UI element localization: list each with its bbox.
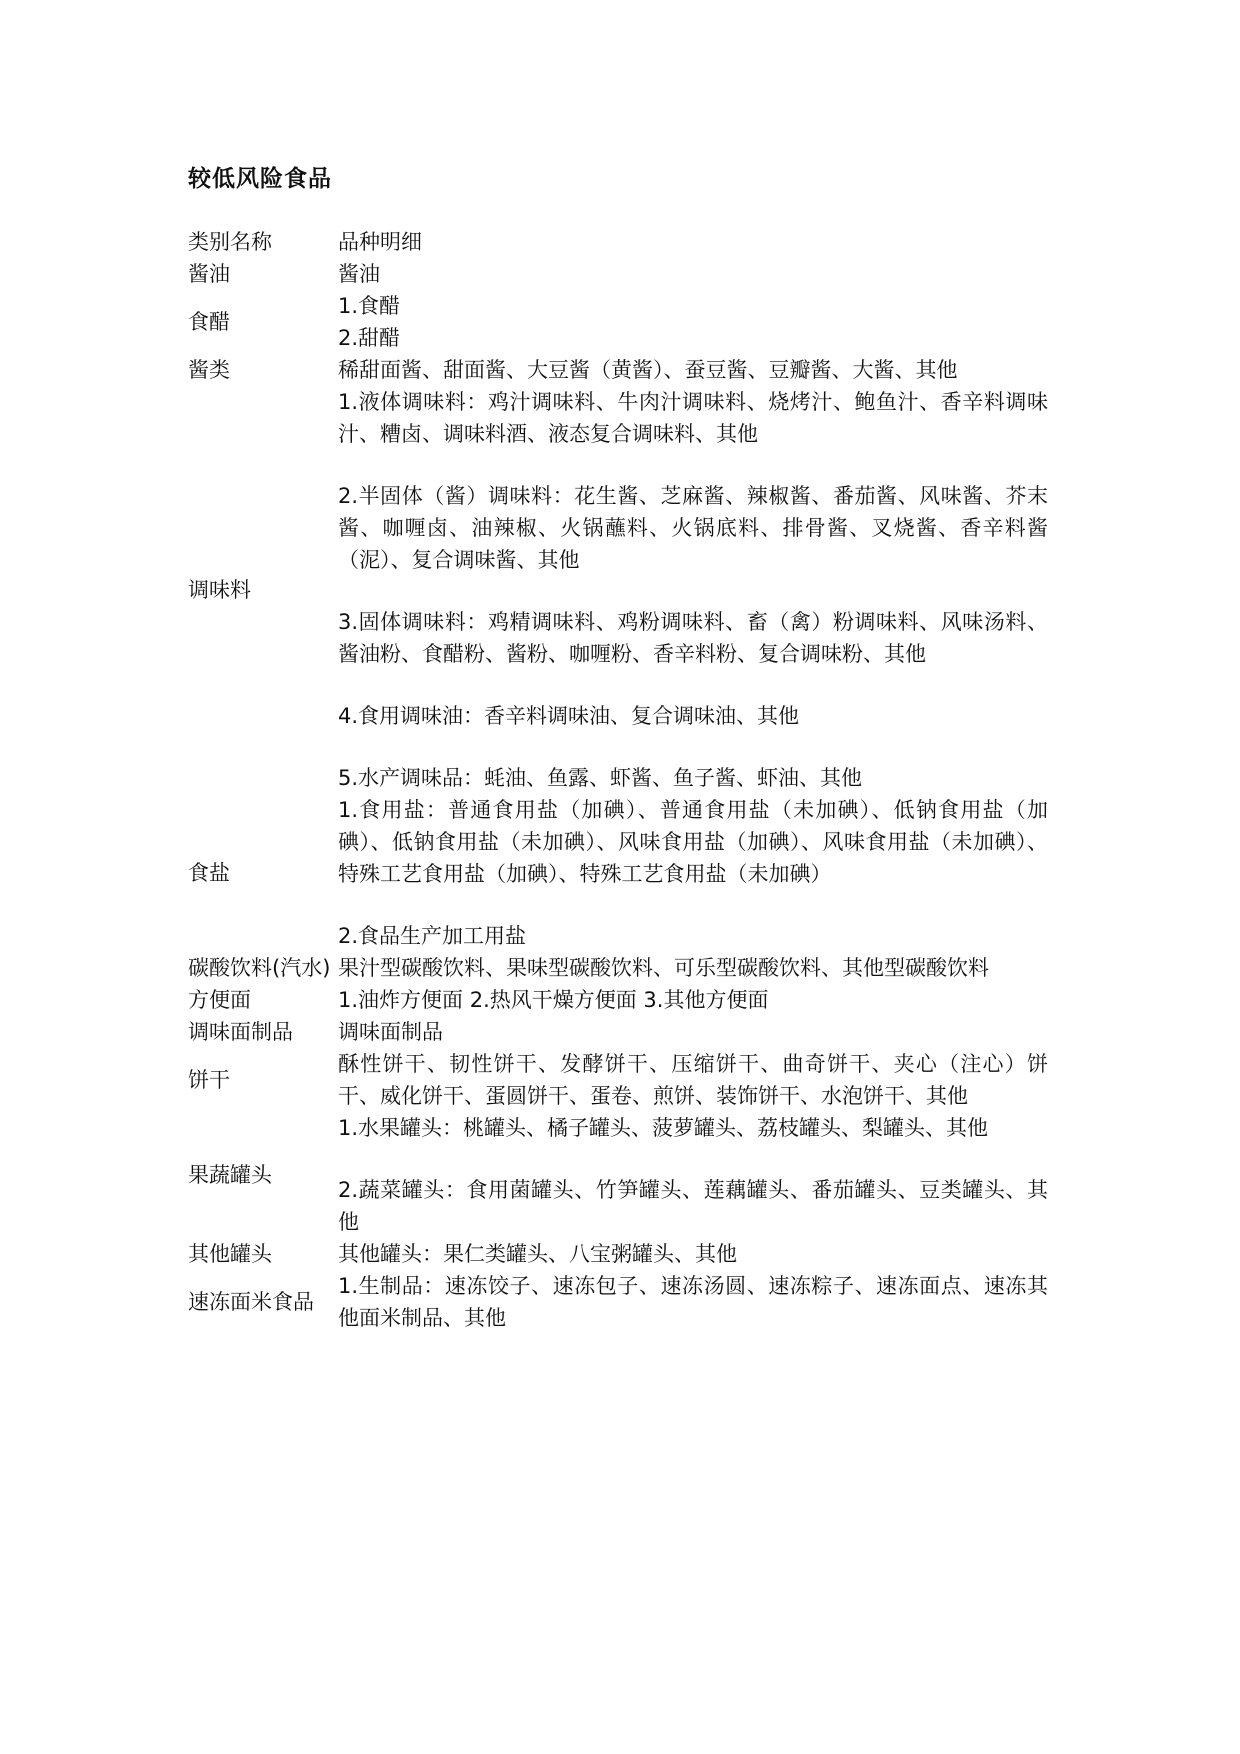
detail-item: 调味面制品 <box>338 1020 443 1044</box>
category-name: 其他罐头 <box>188 1242 272 1266</box>
detail-item: 2.甜醋 <box>338 326 401 350</box>
table-row <box>188 386 1048 794</box>
detail-item: 1.食醋 <box>338 294 401 318</box>
table-row <box>188 1238 1048 1270</box>
table-row <box>188 794 1048 952</box>
table-body <box>188 226 1048 1334</box>
detail-item: 2.蔬菜罐头：食用菌罐头、竹笋罐头、莲藕罐头、番茄罐头、豆类罐头、其他 <box>338 1178 1048 1234</box>
detail-item: 4.食用调味油：香辛料调味油、复合调味油、其他 <box>338 704 800 728</box>
detail-item: 果汁型碳酸饮料、果味型碳酸饮料、可乐型碳酸饮料、其他型碳酸饮料 <box>338 956 989 980</box>
detail-item: 1.水果罐头：桃罐头、橘子罐头、菠萝罐头、荔枝罐头、梨罐头、其他 <box>338 1116 989 1140</box>
category-detail <box>338 290 1048 354</box>
table-header-row <box>188 226 1048 258</box>
category-detail <box>338 258 1048 290</box>
food-category-table <box>188 226 1048 1334</box>
detail-item: 2.食品生产加工用盐 <box>338 924 527 948</box>
header-category: 类别名称 <box>188 230 272 254</box>
detail-item: 5.水产调味品：蚝油、鱼露、虾酱、鱼子酱、虾油、其他 <box>338 766 863 790</box>
category-name: 调味面制品 <box>188 1020 293 1044</box>
table-row <box>188 290 1048 354</box>
category-detail <box>338 1016 1048 1048</box>
detail-item: 1.生制品：速冻饺子、速冻包子、速冻汤圆、速冻粽子、速冻面点、速冻其他面米制品、其他 <box>338 1274 1048 1330</box>
category-detail <box>338 1270 1048 1334</box>
table-row <box>188 354 1048 386</box>
category-detail <box>338 1048 1048 1112</box>
category-name: 碳酸饮料(汽水) <box>188 956 331 980</box>
category-name: 酱类 <box>188 358 230 382</box>
table-row <box>188 1048 1048 1112</box>
table-row <box>188 952 1048 984</box>
page-title: 较低风险食品 <box>188 166 332 192</box>
category-name: 果蔬罐头 <box>188 1163 272 1187</box>
detail-item: 3.固体调味料：鸡精调味料、鸡粉调味料、畜（禽）粉调味料、风味汤料、酱油粉、食醋粉、酱粉、咖喱粉、香辛料粉、复合调味粉、其他 <box>338 610 1048 666</box>
category-name: 酱油 <box>188 262 230 286</box>
category-detail <box>338 1238 1048 1270</box>
table-row <box>188 1270 1048 1334</box>
category-name: 方便面 <box>188 988 251 1012</box>
detail-item: 1.液体调味料：鸡汁调味料、牛肉汁调味料、烧烤汁、鲍鱼汁、香辛料调味汁、糟卤、调味料酒、液态复合调味料、其他 <box>338 390 1048 446</box>
category-detail <box>338 386 1048 794</box>
detail-item: 其他罐头：果仁类罐头、八宝粥罐头、其他 <box>338 1242 737 1266</box>
category-name: 饼干 <box>188 1068 230 1092</box>
detail-item: 酥性饼干、韧性饼干、发酵饼干、压缩饼干、曲奇饼干、夹心（注心）饼干、威化饼干、蛋圆饼干、蛋卷、煎饼、装饰饼干、水泡饼干、其他 <box>338 1052 1048 1108</box>
table-row <box>188 1016 1048 1048</box>
category-detail <box>338 1112 1048 1238</box>
detail-item: 酱油 <box>338 262 380 286</box>
category-detail <box>338 794 1048 952</box>
detail-item: 1.油炸方便面 2.热风干燥方便面 3.其他方便面 <box>338 988 769 1012</box>
table-row <box>188 984 1048 1016</box>
detail-item: 1.食用盐：普通食用盐（加碘）、普通食用盐（未加碘）、低钠食用盐（加碘）、低钠食用盐（未加碘）、风味食用盐（加碘）、风味食用盐（未加碘）、特殊工艺食用盐（加碘）、特殊工艺食用盐（未加碘） <box>338 798 1048 886</box>
category-detail <box>338 952 1048 984</box>
header-detail: 品种明细 <box>338 230 422 254</box>
detail-item: 稀甜面酱、甜面酱、大豆酱（黄酱）、蚕豆酱、豆瓣酱、大酱、其他 <box>338 358 958 382</box>
table-row <box>188 1112 1048 1238</box>
category-detail <box>338 984 1048 1016</box>
category-name: 调味料 <box>188 578 251 602</box>
table-row <box>188 258 1048 290</box>
category-name: 速冻面米食品 <box>188 1290 314 1314</box>
detail-item: 2.半固体（酱）调味料：花生酱、芝麻酱、辣椒酱、番茄酱、风味酱、芥末酱、咖喱卤、油辣椒、火锅蘸料、火锅底料、排骨酱、叉烧酱、香辛料酱（泥）、复合调味酱、其他 <box>338 484 1048 572</box>
category-name: 食盐 <box>188 861 230 885</box>
category-name: 食醋 <box>188 310 230 334</box>
category-detail <box>338 354 1048 386</box>
